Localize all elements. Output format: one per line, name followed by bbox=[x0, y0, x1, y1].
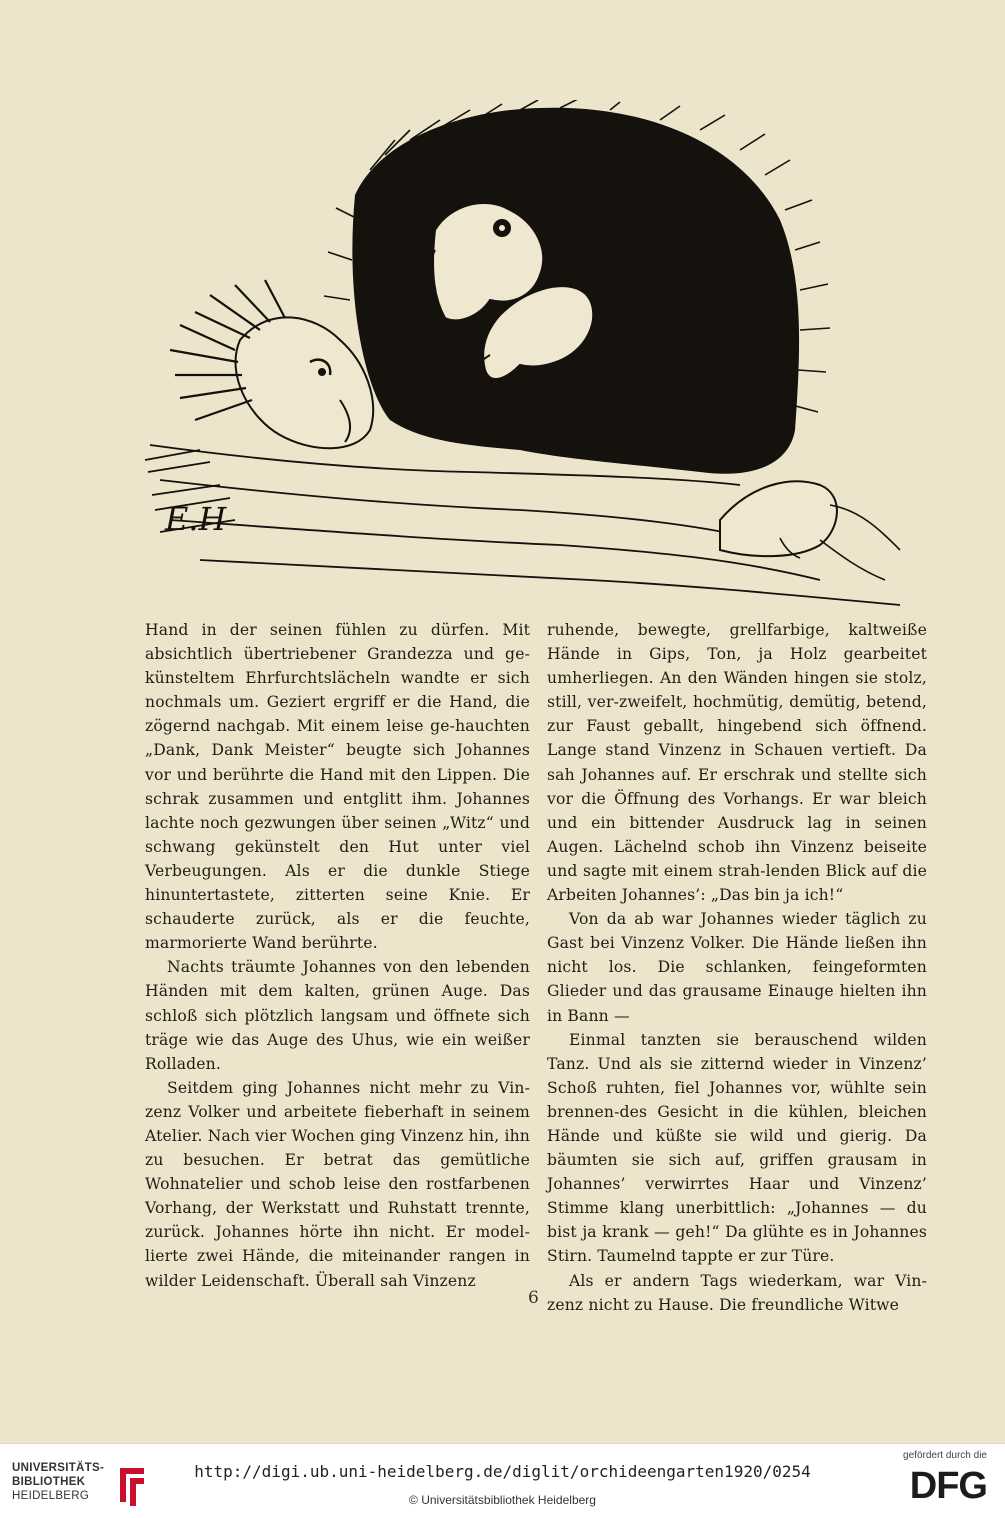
illustration-signature: E.H bbox=[165, 500, 227, 538]
page-number: 6 bbox=[528, 1288, 539, 1308]
illustration-hands-over-sleeper bbox=[140, 100, 940, 620]
paragraph: Einmal tanzten sie berauschend wilden Tanz. Und als sie zitternd wieder in Vinzenz’ Schoß ruhten, fiel Johannes vor, wühlte sein brennen-des Gesicht in die kühlen, bleichen Hände und küßte sie wild und gierig. Da bäumten sie sich auf, griffen grausam in Johannes’ verwirrtes Haar und Vinzenz’ Stimme klang unerbittlich: „Johannes — du bist ja krank — geh!“ Da glühte es in Johannes Stirn. Taumelnd tappte er zur Türe. bbox=[547, 1030, 927, 1266]
paragraph: Von da ab war Johannes wieder täglich zu Gast bei Vinzenz Volker. Die Hände ließen ihn nicht los. Die schlanken, feingeformten Glieder und das grausame Einauge hielten ihn in Bann — bbox=[547, 910, 927, 1025]
text-column-right bbox=[547, 618, 927, 1317]
sleeper-head bbox=[170, 280, 373, 448]
paragraph: Seitdem ging Johannes nicht mehr zu Vin-zenz Volker und arbeitete fieberhaft in seinem Atelier. Nach vier Wochen ging Vinzenz hin, ihn zu besuchen. Er betrat das gemütliche Wohnatelier und schob leise den rostfarbenen Vorhang, der Werkstatt und Ruhstatt trennte, zurück. Johannes hörte ihn nicht. Er model-lierte zwei Hände, die miteinander rangen in wilder Leidenschaft. Überall sah Vinzenz bbox=[145, 1078, 530, 1290]
paragraph: Hand in der seinen fühlen zu dürfen. Mit absichtlich übertriebener Grandezza und ge-künsteltem Ehrfurchtslächeln wandte er sich nochmals um. Geziert ergriff er die Hand, die zögernd nachgab. Mit einem leise ge-hauchten „Dank, Dank Meister“ beugte sich Johannes vor und berührte die Hand mit den Lippen. Die schrak zusammen und entglitt ihm. Johannes lachte noch gezwungen über seinen „Witz“ und schwang gekünstelt den Hut unter viel Verbeugungen. Als er die dunkle Stiege hinuntertastete, zitterten seine Knie. Er schauderte zurück, als er die feuchte, marmorierte Wand berührte. bbox=[145, 621, 530, 953]
paragraph: ruhende, bewegte, grellfarbige, kaltweiße Hände in Gips, Ton, ja Holz gearbeitet umherliegen. An den Wänden hingen sie stolz, still, ver-zweifelt, hochmütig, demütig, betend, zur Faust geballt, hingebend sich öffnend. Lange stand Vinzenz in Schauen vertieft. Da sah Johannes auf. Er erschrak und stellte sich vor die Öffnung des Vorhangs. Er war bleich und ein bittender Ausdruck lag in seinen Augen. Lächelnd schob ihn Vinzenz beiseite und sagte mit einem strah-lenden Blick auf die Arbeiten Johannes’: „Das bin ja ich!“ bbox=[547, 621, 927, 905]
resting-hand bbox=[720, 481, 837, 556]
library-name-line-2: BIBLIOTHEK bbox=[12, 1476, 86, 1488]
sponsor-caption: gefördert durch die bbox=[903, 1450, 987, 1461]
sponsor-logo-text: DFG bbox=[909, 1465, 987, 1507]
library-name-line-1: UNIVERSITÄTS- bbox=[12, 1462, 105, 1474]
dfg-logo[interactable] bbox=[887, 1450, 987, 1514]
paragraph: Als er andern Tags wiederkam, war Vin-zenz nicht zu Hause. Die freundliche Witwe bbox=[547, 1271, 927, 1314]
copyright-notice: © Universitätsbibliothek Heidelberg bbox=[409, 1493, 596, 1507]
permalink-url[interactable]: http://digi.ub.uni-heidelberg.de/diglit/orchideengarten1920/0254 bbox=[194, 1462, 811, 1481]
library-name-line-3: HEIDELBERG bbox=[12, 1490, 90, 1502]
paragraph: Nachts träumte Johannes von den lebenden Händen mit dem kalten, grünen Auge. Das schloß sich plötzlich langsam und öffnete sich träge wie das Auge des Uhus, wie ein weißer Rolladen. bbox=[145, 958, 530, 1073]
viewer-footer bbox=[0, 1443, 1005, 1518]
text-column-left bbox=[145, 618, 530, 1293]
